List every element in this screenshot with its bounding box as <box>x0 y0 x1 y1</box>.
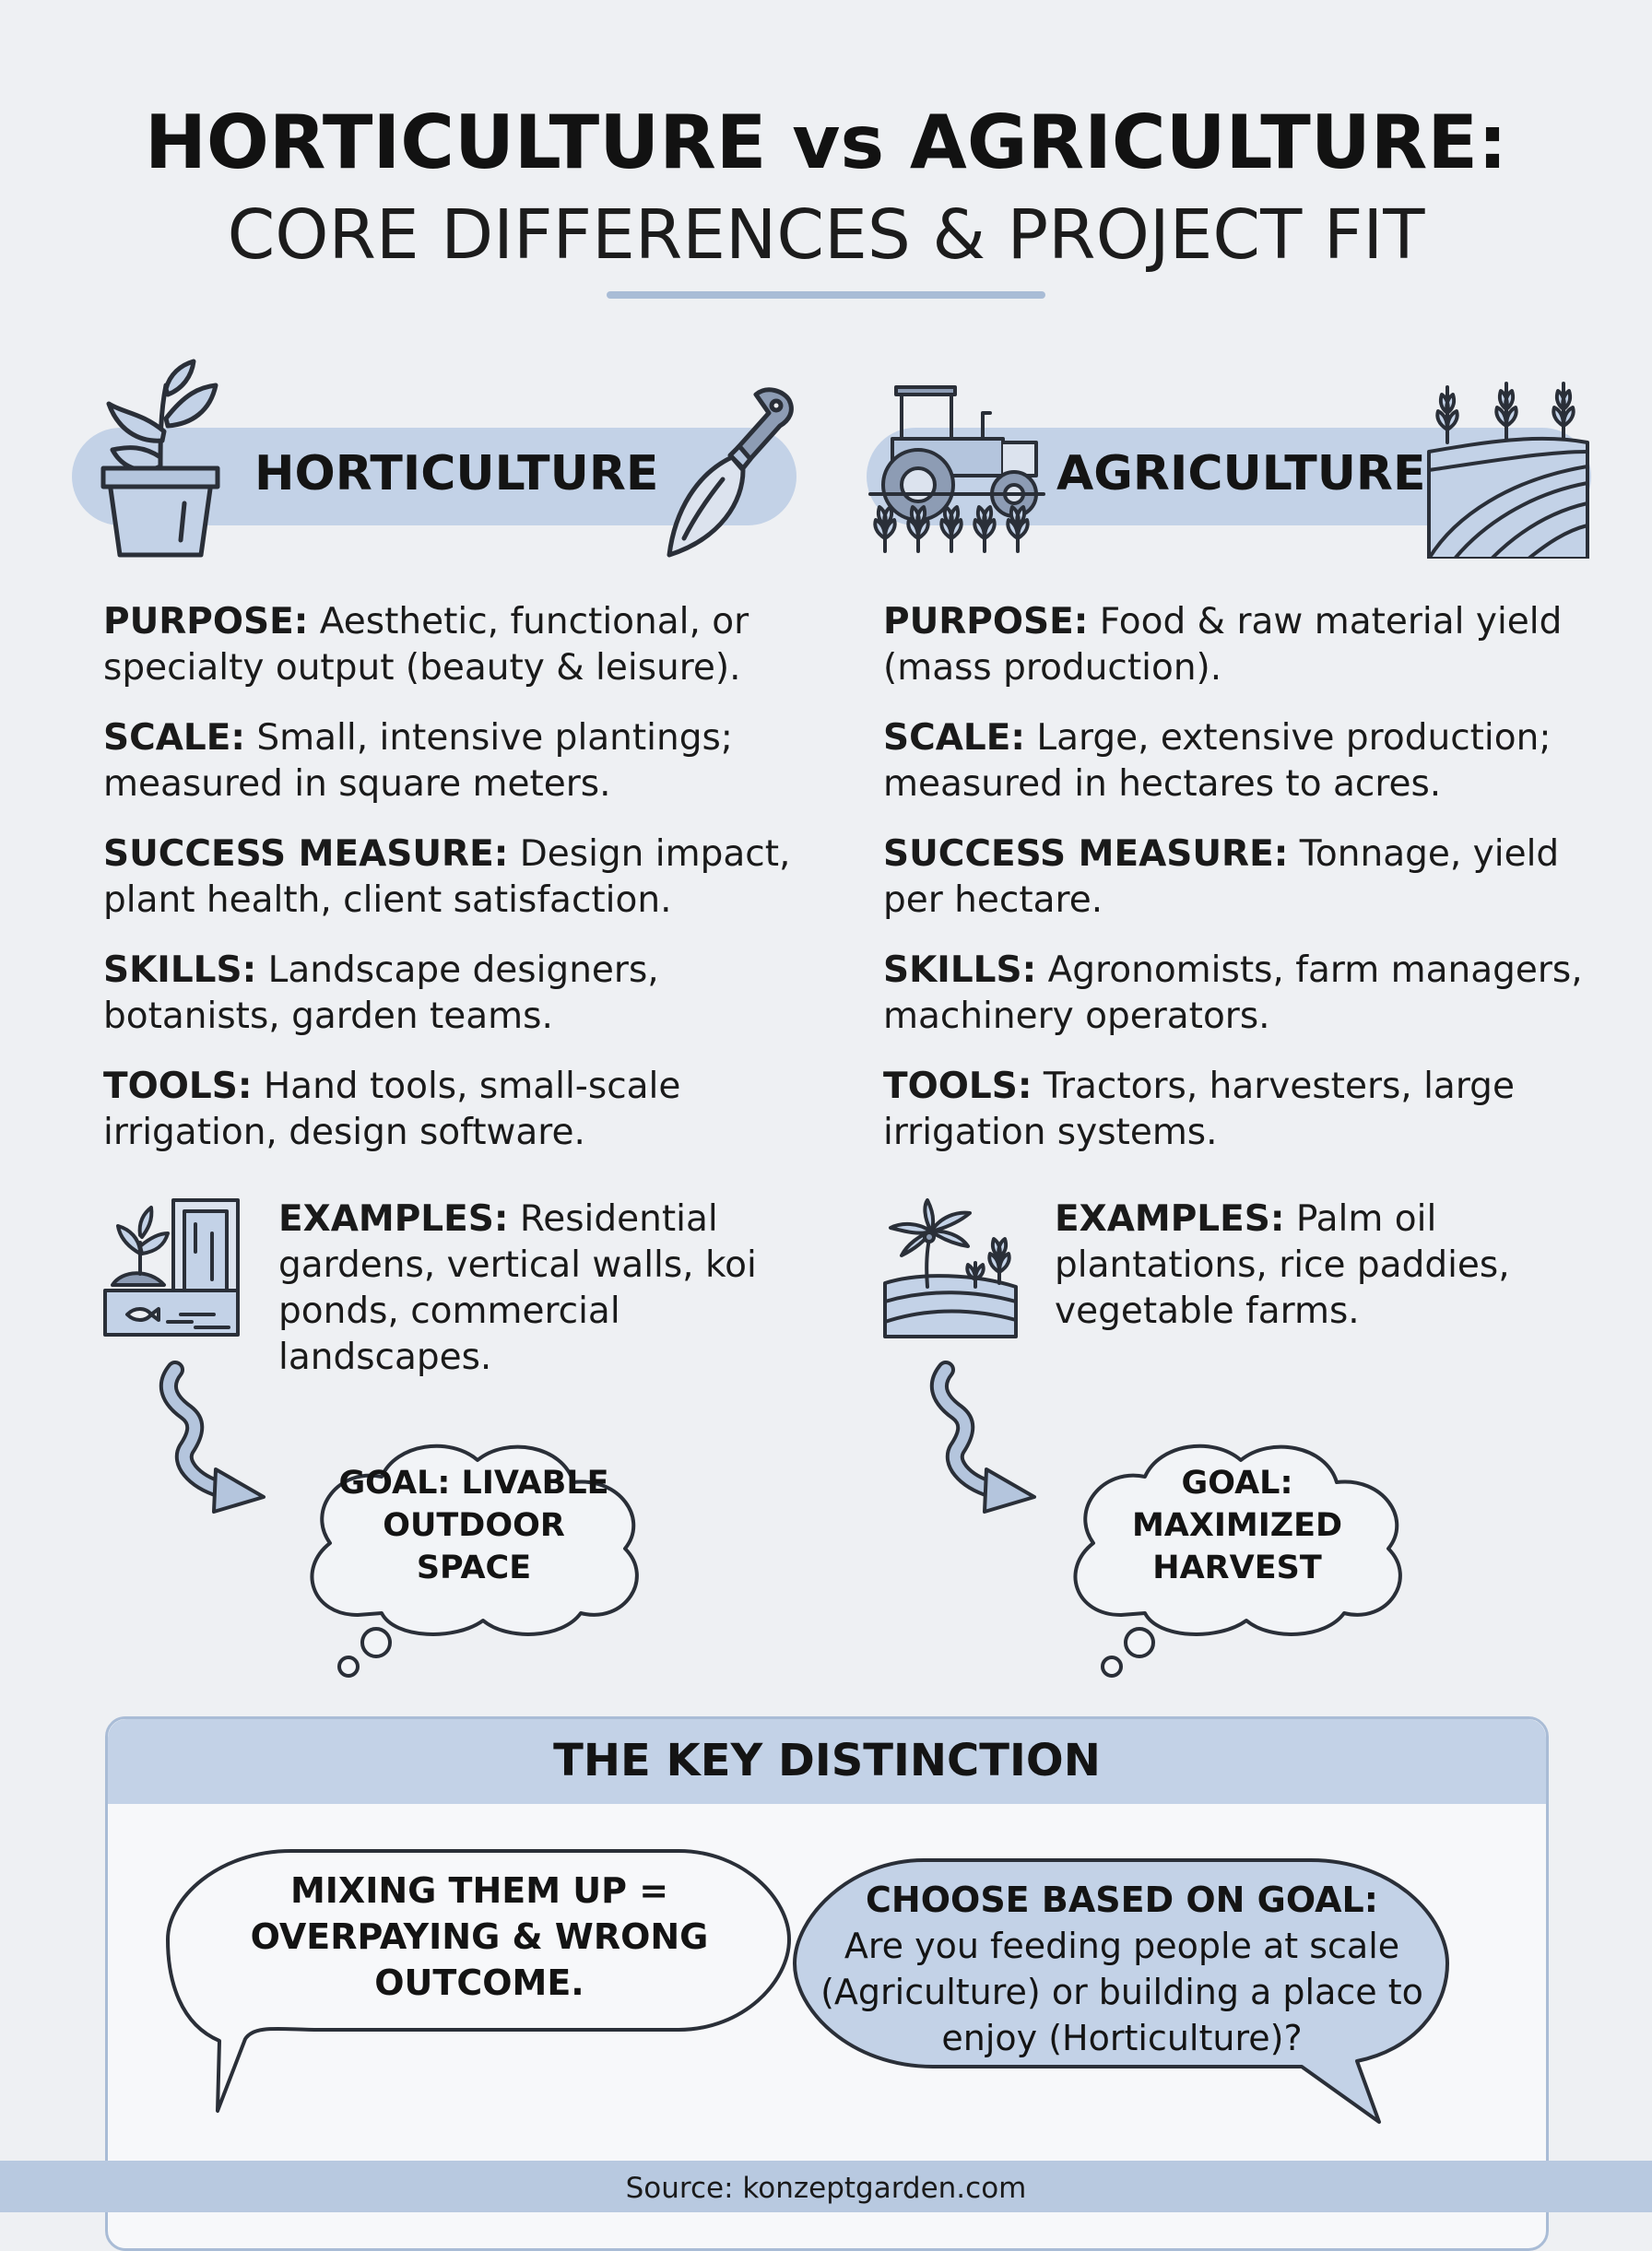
horticulture-row-tools: TOOLS: Hand tools, small-scale irrigation, design software. <box>103 1066 681 1153</box>
title-underline <box>607 291 1045 299</box>
agriculture-goal: GOAL: MAXIMIZED HARVEST <box>1131 1465 1343 1586</box>
horticulture-goal: GOAL: LIVABLE OUTDOOR SPACE <box>338 1465 609 1586</box>
agriculture-row-skills: SKILLS: Agronomists, farm managers, machinery operators. <box>883 949 1583 1037</box>
source-text: Source: konzeptgarden.com <box>625 2172 1027 2205</box>
horticulture-header: HORTICULTURE <box>254 446 659 501</box>
horticulture-examples: EXAMPLES: Residential gardens, vertical walls, koi ponds, commercial landscapes. <box>278 1198 757 1378</box>
curvy-arrow-icon <box>155 1361 275 1517</box>
horticulture-attributes <box>103 599 804 1180</box>
agriculture-row-tools: TOOLS: Tractors, harvesters, large irrigation systems. <box>883 1066 1515 1153</box>
curvy-arrow-icon <box>926 1361 1045 1517</box>
potted-plant-icon <box>96 358 225 559</box>
agriculture-attributes <box>883 599 1602 1180</box>
agriculture-examples: EXAMPLES: Palm oil plantations, rice paddies, vegetable farms. <box>1055 1198 1510 1332</box>
horticulture-row-scale: SCALE: Small, intensive plantings; measured in square meters. <box>103 717 733 805</box>
key-distinction-title: THE KEY DISTINCTION <box>553 1735 1101 1786</box>
garden-pond-icon <box>103 1196 242 1338</box>
left-bubble-text: MIXING THEM UP = OVERPAYING & WRONG OUTCOME. <box>250 1870 709 2003</box>
plantation-icon <box>883 1198 1018 1338</box>
agriculture-header: AGRICULTURE <box>1056 446 1426 501</box>
horticulture-row-purpose: PURPOSE: Aesthetic, functional, or specialty output (beauty & leisure). <box>103 601 749 689</box>
page-subtitle: CORE DIFFERENCES & PROJECT FIT <box>227 195 1425 275</box>
trowel-icon <box>660 382 798 560</box>
right-bubble-text: CHOOSE BASED ON GOAL: Are you feeding people at scale (Agriculture) or building a place to enjoy (Horticulture)? <box>820 1880 1423 2058</box>
agriculture-row-purpose: PURPOSE: Food & raw material yield (mass production). <box>883 601 1563 689</box>
horticulture-row-success: SUCCESS MEASURE: Design impact, plant health, client satisfaction. <box>103 833 791 921</box>
horticulture-row-skills: SKILLS: Landscape designers, botanists, garden teams. <box>103 949 659 1037</box>
tractor-icon <box>865 376 1049 557</box>
field-crops-icon <box>1427 378 1589 559</box>
agriculture-row-scale: SCALE: Large, extensive production; measured in hectares to acres. <box>883 717 1552 805</box>
page-title: HORTICULTURE vs AGRICULTURE: <box>144 100 1508 185</box>
agriculture-row-success: SUCCESS MEASURE: Tonnage, yield per hectare. <box>883 833 1560 921</box>
